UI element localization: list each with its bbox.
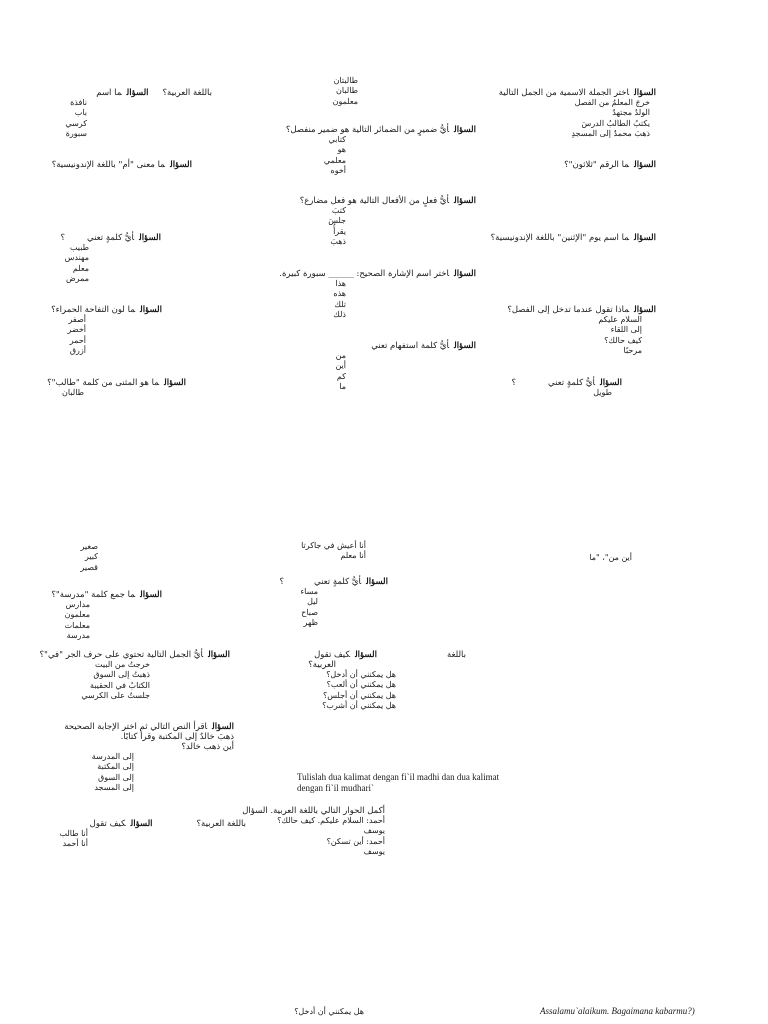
dialog-line: أحمد: أين تسكن؟ — [326, 836, 385, 846]
question-text: كيف تقول — [89, 819, 126, 829]
answer-option: الكتابُ في الحقيبة — [89, 680, 150, 690]
answer-option: أين — [335, 361, 346, 371]
answer-option: كتابي — [328, 135, 346, 144]
question-text: اقرأ النص التالي ثم اختر الإجابة الصحيحة — [64, 722, 208, 732]
question-text: ماذا تقول عندما تدخل إلى الفصل؟ — [507, 305, 630, 315]
answer-option: هل يمكنني أن ألعب؟ — [326, 680, 396, 690]
question-label: السؤال — [130, 819, 153, 829]
answer-option: يقرأُ — [333, 226, 346, 236]
answer-option: كم — [336, 371, 346, 381]
question-block — [276, 196, 476, 247]
answer-option: نافذة — [70, 98, 87, 107]
question-text: اختر الجملة الاسمية من الجمل التالية — [498, 88, 630, 98]
question-text: ما الرقم "ثلاثون"؟ — [564, 160, 630, 170]
question-label: السؤال — [454, 196, 476, 206]
answer-option: صغير — [80, 542, 98, 551]
answer-option: أخوه — [330, 165, 346, 175]
question-block — [296, 650, 466, 711]
answer-option: ممرض — [66, 273, 89, 283]
answer-option: طالبتان — [333, 76, 358, 85]
question-block — [51, 590, 162, 641]
question-text: أيُّ كلمةٍ تعني — [87, 233, 135, 243]
question-label: السؤال — [140, 590, 162, 600]
question-text: كيف تقول — [314, 650, 351, 660]
question-text: ما معنى "أم" باللغة الإندونيسية؟ — [51, 160, 166, 170]
answer-option: ذهبَ — [330, 236, 346, 246]
answer-option: هو — [337, 145, 346, 155]
answer-option: كرسي — [65, 118, 87, 128]
question-block — [456, 233, 656, 243]
question-label: السؤال — [366, 577, 388, 587]
answer-option: سبورة — [65, 128, 87, 138]
text-line: أنا أعيش في جاكرتا — [301, 541, 366, 550]
answer-option: كتبَ — [331, 206, 346, 215]
question-label: السؤال — [634, 88, 656, 98]
answer-option: معلمون — [332, 96, 358, 106]
answer-option: الولدُ مجتهدٌ — [612, 108, 650, 118]
answer-option: ذهبتُ إلى السوق — [93, 670, 150, 680]
question-label: السؤال — [126, 88, 149, 98]
question-block — [39, 650, 230, 701]
question-block — [61, 819, 246, 850]
answer-option: هل يمكنني أن أدخل؟ — [326, 670, 396, 679]
answer-option: مدارس — [65, 600, 90, 609]
answer-option: صباح — [301, 607, 318, 617]
question-label: السؤال — [634, 305, 656, 315]
answer-option: أزرق — [69, 345, 86, 355]
answer-option: باب — [74, 108, 87, 118]
answer-option: جلستُ على الكرسي — [81, 690, 150, 700]
answer-option: مرحبًا — [623, 345, 642, 355]
question-suffix: باللغة العربية؟ — [196, 819, 246, 829]
question-block — [276, 341, 476, 392]
question-block — [258, 577, 388, 628]
text-line: أنا معلم — [340, 551, 366, 561]
dialog-block — [242, 806, 385, 857]
answer-option: إلى المسجد — [94, 782, 134, 792]
question-text: ما جمع كلمة "مدرسة"؟ — [51, 590, 136, 600]
reading-question: أين ذهب خالد؟ — [181, 742, 234, 752]
question-text: ما هو المثنى من كلمة "طالب"؟ — [47, 378, 160, 388]
question-text: ما اسم — [96, 88, 122, 98]
bottom-text: هل يمكنني أن أدخل؟ — [294, 1007, 364, 1016]
question-label: السؤال — [164, 378, 186, 388]
question-block — [456, 160, 656, 170]
answer-option: قصير — [80, 562, 98, 572]
question-label: السؤال — [454, 269, 476, 279]
answer-option: كبير — [84, 552, 98, 562]
answer-option: معلمي — [323, 155, 346, 165]
dialog-line: يوسف — [363, 826, 385, 836]
question-label: السؤال — [355, 650, 377, 660]
question-suffix: باللغة — [446, 650, 466, 660]
question-text: أيُّ الجمل التالية تحتوي على حرف الجر "في"؟ — [39, 650, 204, 660]
question-block — [61, 233, 161, 284]
question-text: ما لون التفاحة الحمراء؟ — [51, 305, 136, 315]
answer-option: مدرسة — [66, 630, 90, 640]
answer-option: ظهر — [303, 617, 318, 627]
answer-option: خرجتُ من البيت — [95, 660, 150, 669]
answer-option: أنا أحمد — [62, 839, 88, 849]
answer-option: ذلك — [333, 309, 346, 319]
question-text: اختر اسم الإشارة الصحيح: ______ سبورة كبيرة. — [279, 269, 450, 279]
question-block — [276, 125, 476, 176]
reading-text: ذهبَ خالدٌ إلى المكتبة وقرأ كتابًا. — [120, 732, 234, 742]
answer-option: إلى المدرسة — [91, 752, 134, 761]
answer-option: أخضر — [67, 325, 86, 335]
answer-option: هذا — [335, 279, 346, 288]
question-label: السؤال — [600, 378, 622, 388]
question-text: ما اسم يوم "الإثنين" باللغة الإندونيسية؟ — [490, 233, 630, 243]
answer-option: معلمات — [64, 620, 90, 630]
answer-option: خرجَ المعلمُ من الفصل — [574, 98, 650, 107]
question-block — [51, 305, 162, 356]
question-label: السؤال — [454, 125, 476, 135]
question-label: السؤال — [140, 305, 162, 315]
text-lines — [256, 541, 366, 562]
question-block — [456, 305, 656, 356]
footer-latin-text: Assalamu`alaikum. Bagaimana kabarmu?) — [540, 1006, 695, 1016]
question-text: أيُّ كلمة استفهام تعني — [371, 341, 450, 351]
option-list — [58, 542, 98, 573]
question-block — [58, 722, 234, 793]
answer-option: ذهبَ محمدٌ إلى المسجدِ — [571, 128, 650, 138]
answer-option: طويل — [593, 388, 612, 397]
answer-option: أنا طالب — [59, 829, 88, 838]
answer-option: من — [335, 351, 346, 360]
answer-option: يكتبُ الطالبُ الدرسَ — [581, 118, 650, 128]
answer-option: مساء — [300, 587, 318, 596]
answer-option: هذه — [333, 289, 346, 299]
question-suffix: باللغة العربية؟ — [162, 88, 212, 98]
question-mark: ؟ — [511, 378, 516, 388]
question-label: السؤال — [170, 160, 192, 170]
dialog-title: أكمل الحوار التالي باللغة العربية. السؤال — [242, 806, 385, 816]
answer-option: هل يمكنني أن أشرب؟ — [322, 700, 396, 710]
question-text: أيُّ ضميرٍ من الضمائر التالية هو ضمير منفصل؟ — [285, 125, 450, 135]
answer-option: طالبان — [62, 388, 84, 397]
question-block — [456, 88, 656, 139]
question-block — [462, 378, 622, 398]
answer-option: جلسَ — [328, 216, 346, 226]
question-text: أيُّ كلمةٍ تعني — [548, 378, 596, 388]
question-label: السؤال — [139, 233, 161, 243]
answer-option: إلى السوق — [97, 772, 134, 782]
answer-option: أصفر — [68, 315, 86, 324]
answer-option: تلك — [334, 299, 346, 309]
question-block — [276, 269, 476, 320]
question-mark: ؟ — [60, 233, 65, 243]
answer-option: السلام عليكم — [598, 315, 642, 324]
question-text: أيُّ كلمةٍ تعني — [314, 577, 362, 587]
question-label: السؤال — [634, 160, 656, 170]
answer-option: إلى اللقاء — [610, 325, 642, 335]
answer-option: ليل — [307, 597, 318, 607]
question-mark: ؟ — [279, 577, 284, 587]
question-label: السؤال — [454, 341, 476, 351]
question-text-line2: العربية؟ — [308, 660, 336, 670]
dialog-line: يوسف — [363, 846, 385, 856]
question-block — [62, 88, 212, 139]
question-block — [51, 160, 192, 170]
answer-option: معلمون — [64, 610, 90, 620]
answer-option: كيف حالك؟ — [604, 335, 642, 345]
latin-instruction: Tulislah dua kalimat dengan fi`il madhi dan dua kalimat dengan fi`il mudhari` — [297, 772, 500, 793]
answer-option: مهندس — [64, 253, 89, 263]
question-block — [47, 378, 186, 398]
answer-option: هل يمكنني أن أجلس؟ — [322, 690, 396, 700]
answer-option: ما — [339, 381, 346, 391]
dialog-line: أحمد: السلام عليكم. كيف حالك؟ — [277, 816, 385, 825]
answer-option: طبيب — [69, 243, 89, 252]
stray-text: أين من"، "ما — [589, 553, 632, 562]
answer-option: معلم — [72, 263, 89, 273]
question-label: السؤال — [212, 722, 234, 732]
question-text: أيُّ فعلٍ من الأفعال التالية هو فعل مضارع؟ — [299, 196, 450, 206]
option-list — [278, 76, 358, 107]
answer-option: أحمر — [69, 335, 86, 345]
answer-option: إلى المكتبة — [97, 762, 134, 772]
answer-option: طالبان — [336, 86, 358, 96]
question-label: السؤال — [208, 650, 230, 660]
question-label: السؤال — [634, 233, 656, 243]
